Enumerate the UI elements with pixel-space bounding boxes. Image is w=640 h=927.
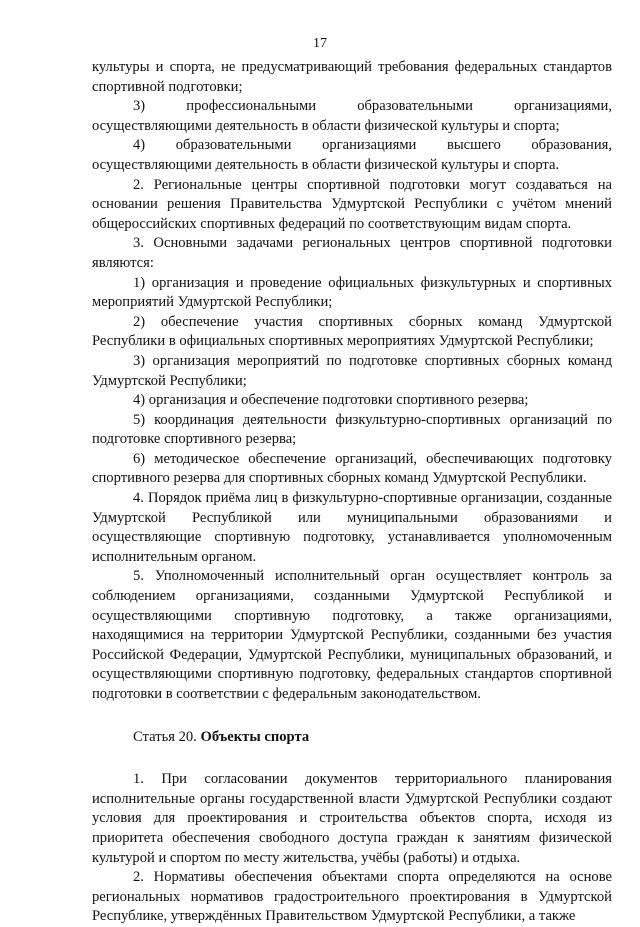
paragraph: 3) организация мероприятий по подготовке спортивных сборных команд Удмуртской Республики; xyxy=(92,352,612,389)
article-title: Объекты спорта xyxy=(200,728,310,745)
paragraph: культуры и спорта, не предусматривающий требования федеральных стандартов спортивной подготовки; xyxy=(92,59,612,95)
paragraph: 6) методическое обеспечение организаций, обеспечивающих подготовку спортивного резерва для спортивных сборных команд Удмуртской Республики. xyxy=(92,450,612,487)
paragraph: 2. Региональные центры спортивной подготовки могут создаваться на основании решения Правительства Удмуртской Республики с учётом мнений общероссийских спортивных федераций по соответствующим видам спорта. xyxy=(92,176,612,232)
paragraph: 4) образовательными организациями высшего образования, осуществляющими деятельность в области физической культуры и спорта. xyxy=(92,137,612,173)
paragraph: 3) профессиональными образовательными организациями, осуществляющими деятельность в области физической культуры и спорта; xyxy=(92,98,612,134)
page-number: 17 xyxy=(313,36,327,51)
paragraph: 3. Основными задачами региональных центров спортивной подготовки являются: xyxy=(92,235,612,271)
paragraph: 5. Уполномоченный исполнительный орган осуществляет контроль за соблюдением организациями, созданными Удмуртской Республикой и осуществляющими спортивную подготовку, а также организациями, находящимися на территории Удмуртской Республики, созданными без участия Российской Федерации, Удмуртской Республики, муниципальных образований, и осуществляющими спортивную подготовку, федеральных стандартов спортивной подготовки в соответствии с федеральным законодательством. xyxy=(92,568,612,702)
paragraph: 2. Нормативы обеспечения объектами спорта определяются на основе региональных нормативов градостроительного проектирования в Удмуртской Республике, утверждённых Правительством Удмуртской Республики, а также xyxy=(92,869,612,925)
paragraph: 1) организация и проведение официальных физкультурных и спортивных мероприятий Удмуртской Республики; xyxy=(92,274,612,311)
document-body xyxy=(92,58,612,927)
article-prefix: Статья 20. xyxy=(133,728,201,745)
section-paragraphs-before-article xyxy=(92,58,612,705)
article-heading xyxy=(92,728,612,748)
section-paragraphs-after-article xyxy=(92,770,612,927)
paragraph: 4) организация и обеспечение подготовки спортивного резерва; xyxy=(133,392,529,409)
paragraph: 2) обеспечение участия спортивных сборных команд Удмуртской Республики в официальных спортивных мероприятиях Удмуртской Республики; xyxy=(92,313,612,350)
paragraph: 1. При согласовании документов территориального планирования исполнительные органы государственной власти Удмуртской Республики создают условия для проектирования и строительства объектов спорта, исходя из приоритета обеспечения свободного доступа граждан к занятиям физической культурой и спортом по месту жительства, учёбы (работы) и отдыха. xyxy=(92,771,612,866)
paragraph: 5) координация деятельности физкультурно-спортивных организаций по подготовке спортивного резерва; xyxy=(92,411,612,448)
paragraph: 4. Порядок приёма лиц в физкультурно-спортивные организации, созданные Удмуртской Республикой или муниципальными образованиями и осуществляющие спортивную подготовку, устанавливается уполномоченным исполнительным органом. xyxy=(92,490,612,565)
